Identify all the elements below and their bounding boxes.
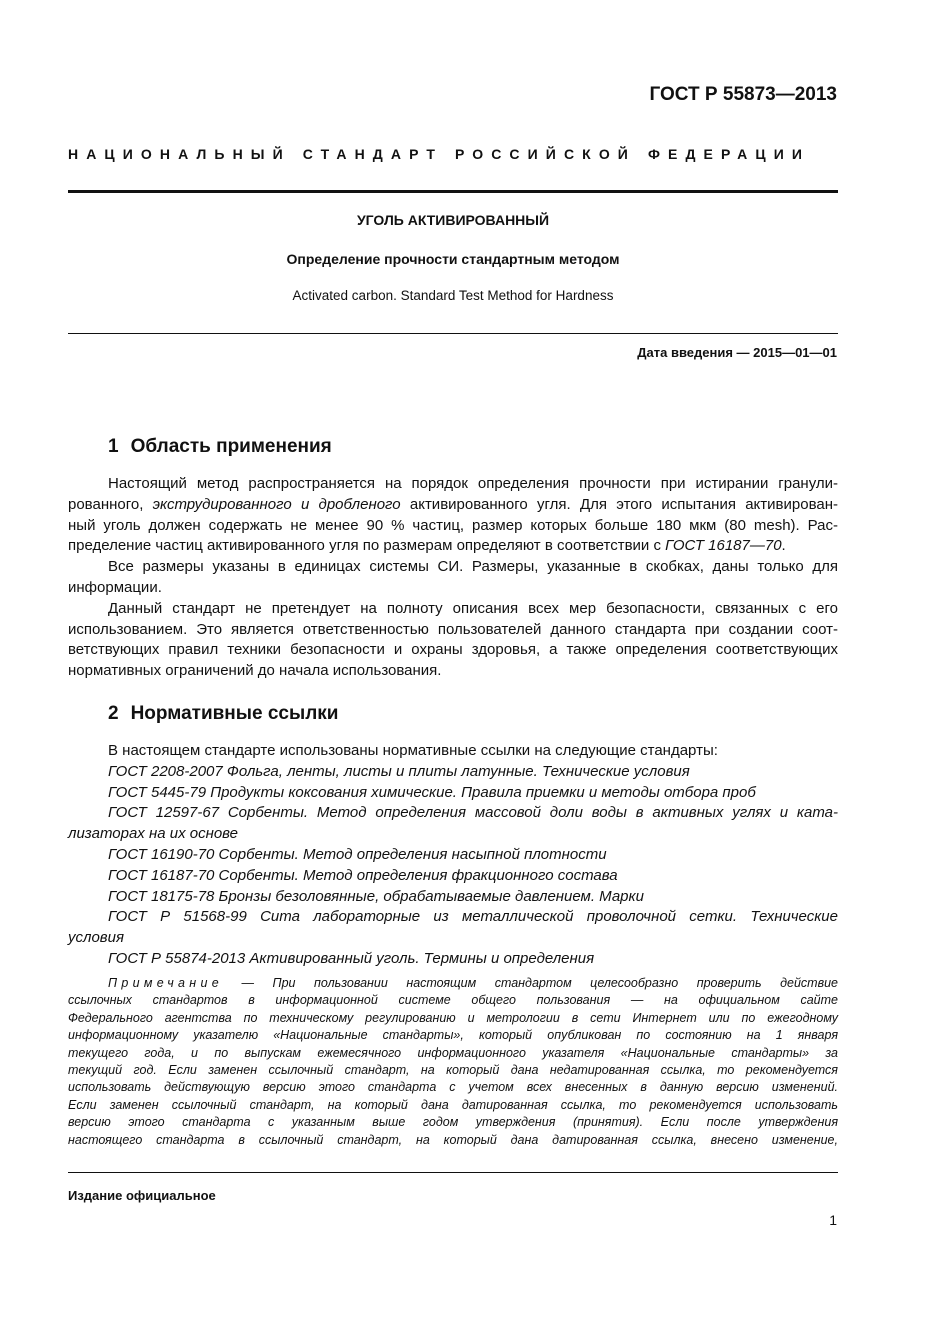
page-number: 1 — [829, 1212, 837, 1228]
footer-divider — [68, 1172, 838, 1173]
reference-item: ГОСТ 5445-79 Продукты коксования химические. Правила приемки и методы отбора проб — [108, 783, 756, 801]
references-intro: В настоящем стандарте использованы нормативные ссылки на следующие стандарты: — [108, 742, 718, 759]
paragraph-line: Настоящий метод распространяется на порядок определения прочности при истирании гранули- — [108, 475, 838, 492]
note-line: Если заменен ссылочный стандарт, на который дана датированная ссылка, то рекомендуется использовать — [68, 1097, 838, 1112]
reference-item-continued: лизаторах на их основе — [68, 825, 239, 843]
header-divider — [68, 190, 838, 193]
paragraph-line: ветствующих правил техники безопасности и охраны здоровья, а также определения соответствующих — [68, 641, 838, 659]
section-2-body — [68, 741, 838, 970]
reference-item: ГОСТ 18175-78 Бронзы безоловянные, обрабатываемые давлением. Марки — [108, 887, 644, 905]
reference-item: ГОСТ Р 55874-2013 Активированный уголь. Термины и определения — [108, 949, 595, 967]
official-edition-label: Издание официальное — [68, 1188, 216, 1203]
section-1-body — [68, 474, 838, 682]
note-line: ссылочных стандартов в информационной системе общего пользования — на официальном сайте — [68, 993, 838, 1008]
note-line: текущего года, и по выпускам ежемесячного информационного указателя «Национальные стандарты» за — [68, 1045, 838, 1060]
reference-item: ГОСТ 16190-70 Сорбенты. Метод определения насыпной плотности — [108, 845, 607, 863]
introduction-date: Дата введения — 2015—01—01 — [637, 345, 837, 360]
reference-item: ГОСТ Р 51568-99 Сита лабораторные из металлической проволочной сетки. Технические — [108, 908, 838, 926]
note-line: версию этого стандарта с указанным выше годом утверждения (принятия). Если после утверждения — [68, 1115, 838, 1130]
reference-item-continued: условия — [68, 929, 124, 947]
reference-item: ГОСТ 16187-70 Сорбенты. Метод определения фракционного состава — [108, 866, 618, 884]
paragraph-line: Все размеры указаны в единицах системы СИ. Размеры, указанные в скобках, даны только для — [108, 558, 838, 576]
document-code: ГОСТ Р 55873—2013 — [649, 84, 837, 105]
note-block — [68, 975, 838, 1149]
note-line: текущий год. Если заменен ссылочный стандарт, на который дана недатированная ссылка, то рекомендуется — [68, 1062, 838, 1077]
section-1-heading — [108, 436, 332, 458]
section-title: Область применения — [130, 436, 332, 457]
note-line: использовать действующую версию этого стандарта с учетом всех внесенных в данную версию изменений. — [68, 1080, 838, 1095]
note-line: Примечание — При пользовании настоящим стандартом целесообразно проверить действие — [108, 976, 838, 990]
note-line: Федерального агентства по техническому регулированию и метрологии в сети Интернет или по ежегодному — [68, 1010, 838, 1025]
paragraph-line: использованием. Это является ответственностью пользователей данного стандарта при создании соот- — [68, 620, 838, 638]
note-line: настоящего стандарта в ссылочный стандарт, на который дана датированная ссылка, внесено изменение, — [68, 1132, 838, 1147]
paragraph-line: пределение частиц активированного угля по размерам определяют в соответствии с ГОСТ 16187—70. — [68, 537, 786, 555]
section-number: 2 — [108, 703, 119, 724]
section-number: 1 — [108, 436, 119, 457]
document-title: УГОЛЬ АКТИВИРОВАННЫЙ — [356, 212, 550, 228]
section-2-heading — [108, 703, 338, 725]
title-divider — [68, 333, 838, 334]
note-line: информационному указателю «Национальные стандарты», который опубликован по состоянию на 1 января — [68, 1028, 838, 1043]
note-label: Примечание — [108, 976, 223, 990]
national-standard-banner: НАЦИОНАЛЬНЫЙ СТАНДАРТ РОССИЙСКОЙ ФЕДЕРАЦИИ — [68, 146, 811, 162]
english-title: Activated carbon. Standard Test Method for Hardness — [292, 288, 614, 303]
paragraph-line: рованного, экструдированного и дробленого активированного угля. Для этого испытания активирован- — [68, 495, 838, 513]
reference-item: ГОСТ 12597-67 Сорбенты. Метод определения массовой доли воды в активных углях и ката- — [108, 804, 838, 822]
section-title: Нормативные ссылки — [130, 703, 339, 724]
document-subtitle: Определение прочности стандартным методом — [286, 251, 620, 267]
paragraph-line: нормативных ограничений до начала использования. — [68, 662, 442, 680]
reference-item: ГОСТ 2208-2007 Фольга, ленты, листы и плиты латунные. Технические условия — [108, 762, 690, 780]
paragraph-line: Данный стандарт не претендует на полноту описания всех мер безопасности, связанных с его — [108, 599, 838, 617]
paragraph-line: ный уголь должен содержать не менее 90 % частиц, размер которых больше 180 мкм (80 mesh). Рас- — [68, 516, 838, 534]
paragraph-line: информации. — [68, 578, 162, 596]
